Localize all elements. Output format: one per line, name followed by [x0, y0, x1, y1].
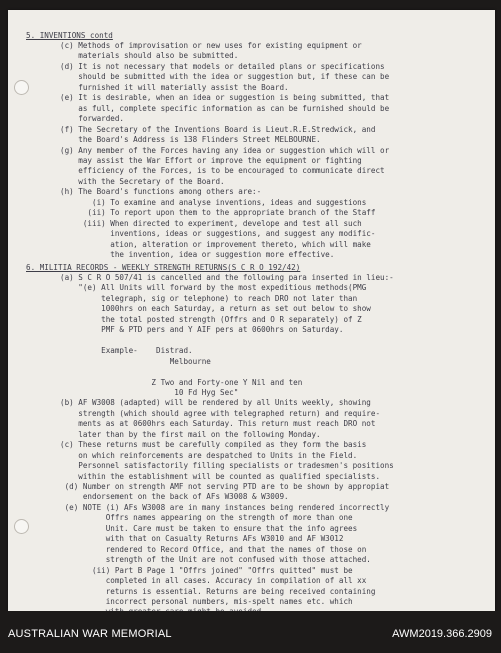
typed-line: Melbourne	[60, 356, 211, 366]
typed-line: (g) Any member of the Forces having any idea or suggestion which will or	[60, 145, 390, 155]
typed-line: (c) Methods of improvisation or new uses for existing equipment or	[60, 41, 362, 50]
typed-line: returns is essential. Returns are being received containing	[60, 586, 376, 596]
punch-hole	[14, 519, 29, 534]
typed-line: strength (which should agree with telegraphed return) and require-	[60, 408, 381, 418]
typed-line: completed in all cases. Accuracy in compilation of all xx	[60, 576, 367, 586]
typed-line: telegraph, sig or telephone) to reach DRO not later than	[60, 293, 358, 303]
typed-line: "(e) All Units will forward by the most expeditious methods(PMG	[60, 283, 367, 293]
typed-line: with that on Casualty Returns AFs W3010 and AF W3012	[60, 534, 344, 544]
typed-line: ation, alteration or improvement thereto, which will make	[60, 239, 371, 249]
typed-line: inventions, ideas or suggestions, and suggest any modific-	[60, 229, 376, 239]
typed-line: PMF & PTD pers and Y AIF pers at 0600hrs on Saturday.	[60, 325, 344, 335]
typed-line: (f) The Secretary of the Inventions Board is Lieut.R.E.Stredwick, and	[60, 124, 376, 134]
typed-line: 1000hrs on each Saturday, a return as set out below to show	[60, 304, 371, 314]
typed-line: rendered to Record Office, and that the names of those on	[60, 544, 367, 554]
typed-line: 10 Fd Hyg Sec"	[60, 387, 239, 397]
typed-line: (b) AF W3008 (adapted) will be rendered by all Units weekly, showing	[60, 398, 371, 408]
typed-line: should be submitted with the idea or suggestion but, if these can be	[60, 72, 390, 82]
typed-line: (ii) To report upon them to the appropriate branch of the Staff	[60, 208, 376, 218]
typed-line: the invention, idea or suggestion more effective.	[60, 250, 335, 259]
typed-line: Z Two and Forty-one Y Nil and ten	[60, 377, 303, 387]
typed-line: (ii) Part B Page 1 "Offrs joined" "Offrs quitted" must be	[60, 565, 353, 575]
typed-line: on which reinforcements are despatched to Units in the Field.	[60, 450, 358, 460]
typed-line: with the Secretary of the Board.	[60, 176, 225, 186]
typed-line: later than by the first mail on the following Monday.	[60, 429, 321, 439]
typed-line: Personnel satisfactorily filling specialists or tradesmen's positions	[60, 461, 394, 471]
archive-footer	[0, 611, 501, 653]
typed-line: as full, complete specific information as can be furnished should be	[60, 103, 390, 113]
punch-hole	[14, 80, 29, 95]
typed-line: Example- Distrad.	[60, 346, 193, 356]
typed-line: the total posted strength (Offrs and O R separately) of Z	[60, 314, 362, 324]
typed-line: (c) These returns must be carefully compiled as they form the basis	[60, 440, 367, 450]
typed-line: within the establishment will be counted as qualified specialists.	[60, 471, 381, 481]
typed-line: Offrs names appearing on the strength of more than one	[60, 513, 353, 523]
typed-line: ments as at 0600hrs each Saturday. This return must reach DRO not	[60, 419, 376, 429]
typed-line: may assist the War Effort or improve the equipment or fighting	[60, 155, 362, 165]
section-5-heading: 5. INVENTIONS contd	[26, 31, 113, 40]
typed-line: efficiency of the Forces, is to be encouraged to communicate direct	[60, 166, 385, 176]
typed-line: (e) NOTE (i) AFs W3008 are in many instances being rendered incorrectly	[60, 502, 390, 512]
typed-line: materials should also be submitted.	[60, 51, 239, 61]
typed-document-page	[8, 10, 495, 611]
section-6-heading: 6. MILITIA RECORDS - WEEKLY STRENGTH RETURNS(S C R O 192/42)	[26, 263, 301, 272]
typed-line: Unit. Care must be taken to ensure that the info agrees	[60, 523, 358, 533]
typed-line: (a) S C R O 507/41 is cancelled and the following para inserted in lieu:-	[60, 273, 394, 282]
typed-line: (e) It is desirable, when an idea or suggestion is being submitted, that	[60, 93, 390, 103]
typed-line: (i) To examine and analyse inventions, ideas and suggestions	[60, 197, 367, 207]
typed-line: endorsement on the back of AFs W3008 & W3009.	[60, 492, 289, 502]
typed-line: the Board's Address is 138 Flinders Street MELBOURNE.	[60, 135, 321, 145]
typed-line: (d) Number on strength AMF not serving PTD are to be shown by appropiat	[60, 482, 390, 491]
typed-line: strength of the Unit are not confused with those attached.	[60, 555, 371, 565]
typed-line: (iii) When directed to experiment, develope and test all such	[60, 218, 362, 228]
typed-line: (d) It is not necessary that models or detailed plans or specifications	[60, 61, 385, 71]
typed-line: forwarded.	[60, 114, 125, 124]
archive-credit: AUSTRALIAN WAR MEMORIAL	[8, 628, 172, 640]
typed-line: (h) The Board's functions among others are:-	[60, 187, 262, 197]
typed-line: furnished it will materially assist the Board.	[60, 82, 289, 92]
archive-reference: AWM2019.366.2909	[392, 628, 492, 640]
typed-line: incorrect personal numbers, mis-spelt names etc. which	[60, 596, 353, 606]
